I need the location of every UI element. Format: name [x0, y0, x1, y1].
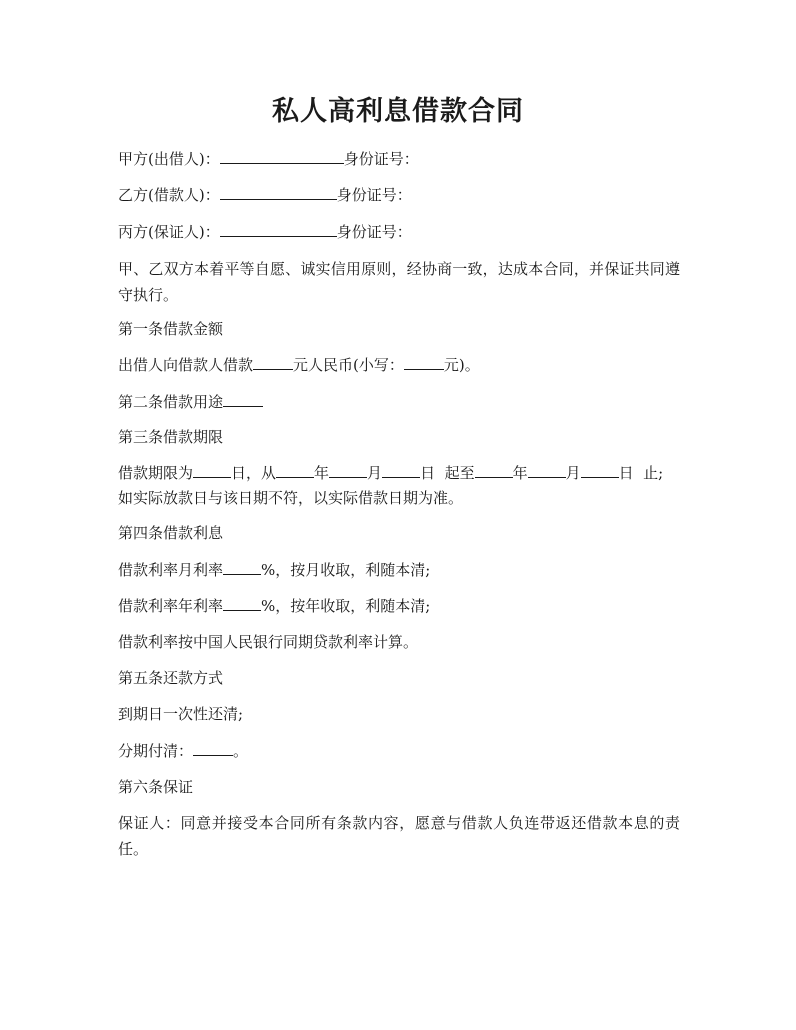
- end-month-label: 月: [565, 464, 581, 482]
- article3-heading: 第三条借款期限: [118, 428, 224, 446]
- page-title: 私人高利息借款合同: [272, 96, 524, 127]
- start-year-label: 年: [314, 464, 330, 482]
- monthly-rate-text-b: %，按月收取，利随本清;: [261, 561, 431, 579]
- term-line: [118, 460, 680, 486]
- lump-sum-line: 到期日一次性还清;: [118, 705, 244, 723]
- borrower-label: 乙方(借款人)：: [118, 186, 220, 204]
- article2-line: [118, 389, 680, 415]
- article4-heading: 第四条借款利息: [118, 524, 224, 542]
- installment-text-b: 。: [233, 742, 249, 760]
- article1-text: [118, 352, 680, 378]
- preamble: 甲、乙双方本着平等自愿、诚实信用原则，经协商一致，达成本合同，并保证共同遵守执行。: [118, 260, 680, 304]
- purpose-blank: [223, 391, 263, 407]
- yearly-rate-text-a: 借款利率年利率: [118, 597, 224, 615]
- pboc-rate-line: 借款利率按中国人民银行同期贷款利率计算。: [118, 633, 419, 651]
- borrower-name-blank: [220, 184, 337, 200]
- end-month-blank: [528, 462, 566, 478]
- term-days-blank: [193, 462, 231, 478]
- yearly-rate-blank: [223, 595, 261, 611]
- article1-text-b: 元人民币(小写：: [293, 356, 404, 374]
- yearly-rate-text-b: %，按年收取，利随本清;: [261, 597, 431, 615]
- lender-name-blank: [220, 148, 344, 164]
- article6-heading: 第六条保证: [118, 778, 194, 796]
- end-day-blank: [581, 462, 619, 478]
- term-text-a: 借款期限为: [118, 464, 194, 482]
- guarantor-label: 丙方(保证人)：: [118, 223, 220, 241]
- borrower-id-label: 身份证号：: [336, 186, 412, 204]
- guarantee-text: 保证人：同意并接受本合同所有条款内容，愿意与借款人负连带返还借款本息的责任。: [118, 814, 680, 858]
- guarantor-id-label: 身份证号：: [336, 223, 412, 241]
- lender-line: [118, 146, 680, 172]
- monthly-rate-blank: [223, 559, 261, 575]
- amount-upper-blank: [253, 354, 293, 370]
- article1-text-a: 出借人向借款人借款: [118, 356, 254, 374]
- start-month-blank: [329, 462, 367, 478]
- article5-heading: 第五条还款方式: [118, 669, 224, 687]
- installment-text-a: 分期付清：: [118, 742, 194, 760]
- article2-heading: 第二条借款用途: [118, 393, 224, 411]
- installment-line: [118, 738, 680, 764]
- end-day-label: 日 止;: [618, 464, 664, 482]
- guarantor-line: [118, 219, 680, 245]
- article1-text-c: 元)。: [443, 356, 480, 374]
- article1-heading: 第一条借款金额: [118, 320, 224, 338]
- term-note: 如实际放款日与该日期不符，以实际借款日期为准。: [118, 489, 464, 507]
- monthly-rate-line: [118, 557, 680, 583]
- installment-blank: [193, 740, 233, 756]
- yearly-rate-line: [118, 593, 680, 619]
- end-year-label: 年: [512, 464, 528, 482]
- borrower-line: [118, 182, 680, 208]
- start-month-label: 月: [367, 464, 383, 482]
- start-day-blank: [382, 462, 420, 478]
- lender-id-label: 身份证号：: [343, 150, 419, 168]
- amount-lower-blank: [404, 354, 444, 370]
- term-text-b: 日，从: [231, 464, 277, 482]
- guarantor-name-blank: [220, 221, 337, 237]
- end-year-blank: [475, 462, 513, 478]
- start-day-label: 日 起至: [420, 464, 475, 482]
- lender-label: 甲方(出借人)：: [118, 150, 220, 168]
- start-year-blank: [276, 462, 314, 478]
- monthly-rate-text-a: 借款利率月利率: [118, 561, 224, 579]
